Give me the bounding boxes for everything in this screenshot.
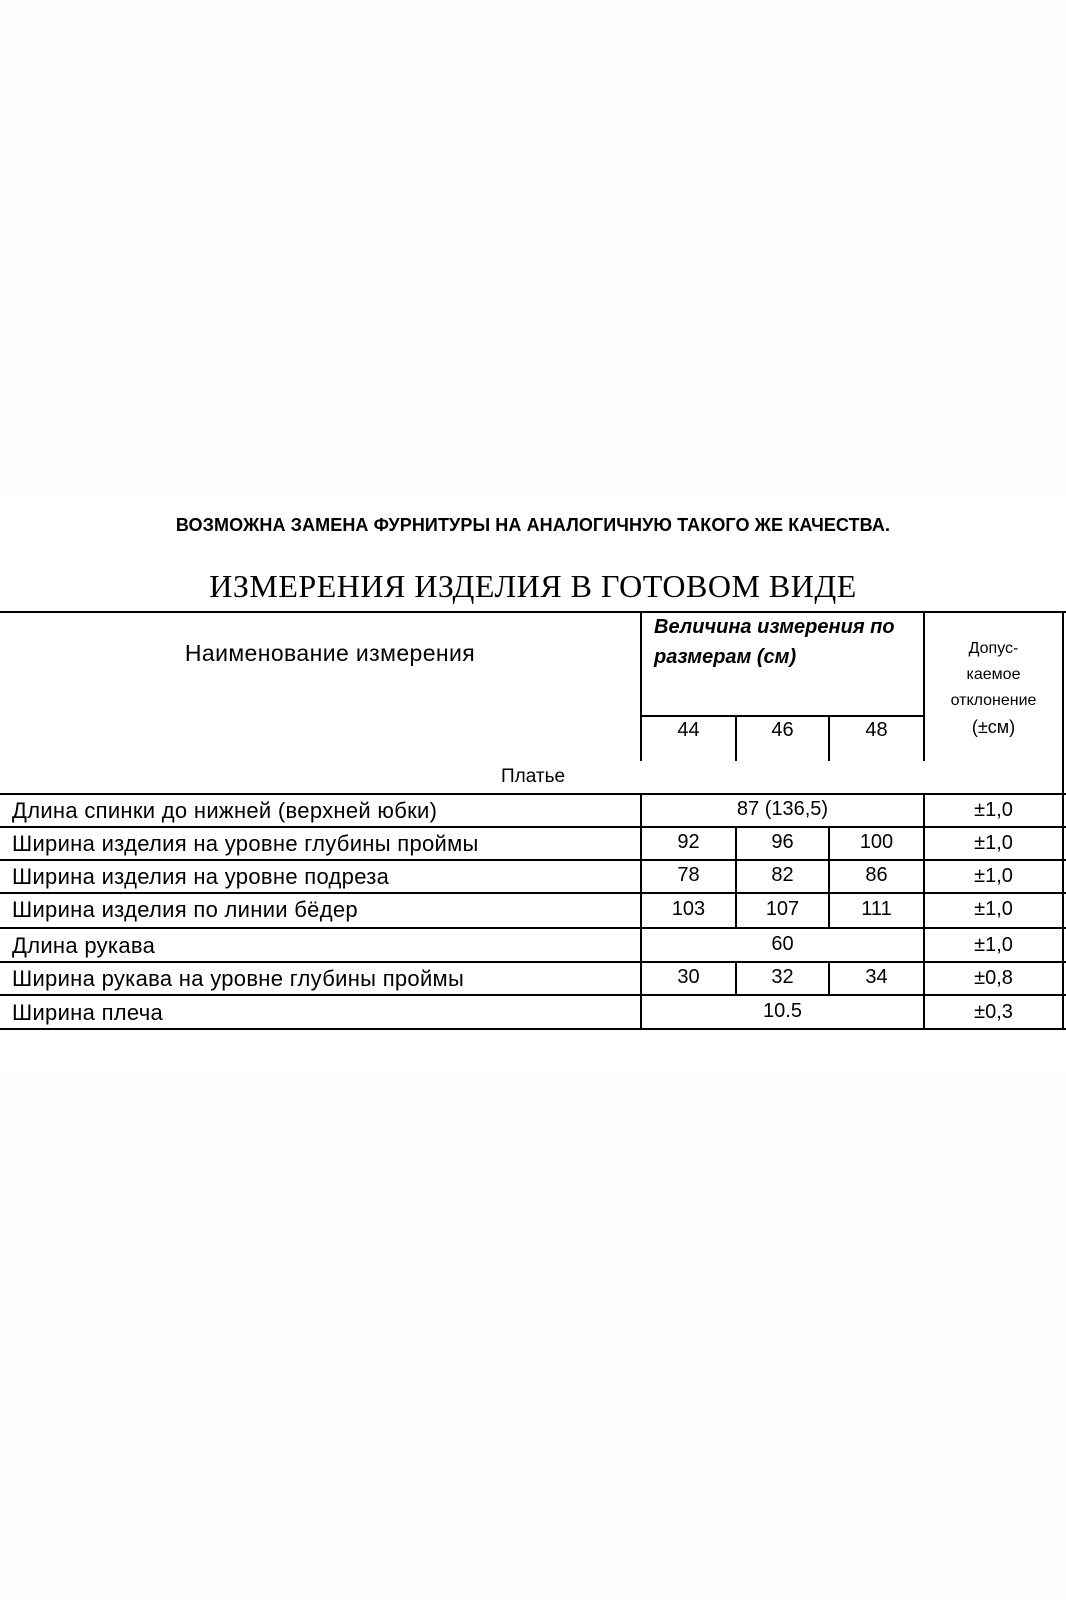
row-label: Ширина рукава на уровне глубины проймы: [12, 966, 465, 991]
row-tolerance: ±0,3: [974, 1001, 1013, 1023]
row-value-44: 103: [671, 898, 706, 920]
row-value-46: 107: [765, 898, 800, 920]
row-value-44: 30: [677, 966, 700, 988]
row-value-48: 34: [865, 966, 888, 988]
section-label: Платье: [500, 766, 566, 787]
header-tolerance-line2: каемое: [966, 666, 1021, 683]
row-label: Ширина изделия на уровне глубины проймы: [12, 831, 479, 856]
table-title: ИЗМЕРЕНИЯ ИЗДЕЛИЯ В ГОТОВОМ ВИДЕ: [209, 568, 857, 604]
row-tolerance: ±1,0: [974, 934, 1013, 956]
row-label: Ширина плеча: [12, 1000, 164, 1025]
row-label: Длина рукава: [12, 933, 156, 958]
row-merged-value: 60: [771, 933, 794, 955]
header-tolerance-line1: Допус-: [968, 640, 1019, 657]
row-tolerance: ±1,0: [974, 865, 1013, 887]
size-46: 46: [771, 719, 794, 741]
header-name: Наименование измерения: [184, 640, 476, 666]
header-value-line2: размерам (см): [654, 646, 797, 668]
row-value-46: 82: [771, 864, 794, 886]
row-value-48: 86: [865, 864, 888, 886]
row-tolerance: ±1,0: [974, 799, 1013, 821]
row-value-46: 96: [771, 831, 794, 853]
row-value-44: 78: [677, 864, 700, 886]
row-merged-value: 10.5: [763, 1000, 802, 1022]
row-label: Ширина изделия по линии бёдер: [12, 897, 358, 922]
row-value-44: 92: [677, 831, 700, 853]
row-label: Ширина изделия на уровне подреза: [12, 864, 390, 889]
row-label: Длина спинки до нижней (верхней юбки): [12, 798, 438, 823]
size-44: 44: [677, 719, 700, 741]
size-48: 48: [865, 719, 888, 741]
table-border-right: [1062, 611, 1064, 1030]
row-tolerance: ±1,0: [974, 898, 1013, 920]
notice-text: ВОЗМОЖНА ЗАМЕНА ФУРНИТУРЫ НА АНАЛОГИЧНУЮ ТАКОГО ЖЕ КАЧЕСТВА.: [175, 515, 891, 535]
row-tolerance: ±1,0: [974, 832, 1013, 854]
row-value-48: 111: [861, 898, 892, 920]
header-tolerance-line4: (±см): [971, 717, 1016, 737]
header-tolerance-line3: отклонение: [950, 692, 1037, 709]
row-merged-value: 87 (136,5): [736, 798, 829, 820]
row-tolerance: ±0,8: [974, 967, 1013, 989]
row-value-46: 32: [771, 966, 794, 988]
header-value-line1: Величина измерения по: [654, 616, 895, 638]
row-value-48: 100: [859, 831, 894, 853]
